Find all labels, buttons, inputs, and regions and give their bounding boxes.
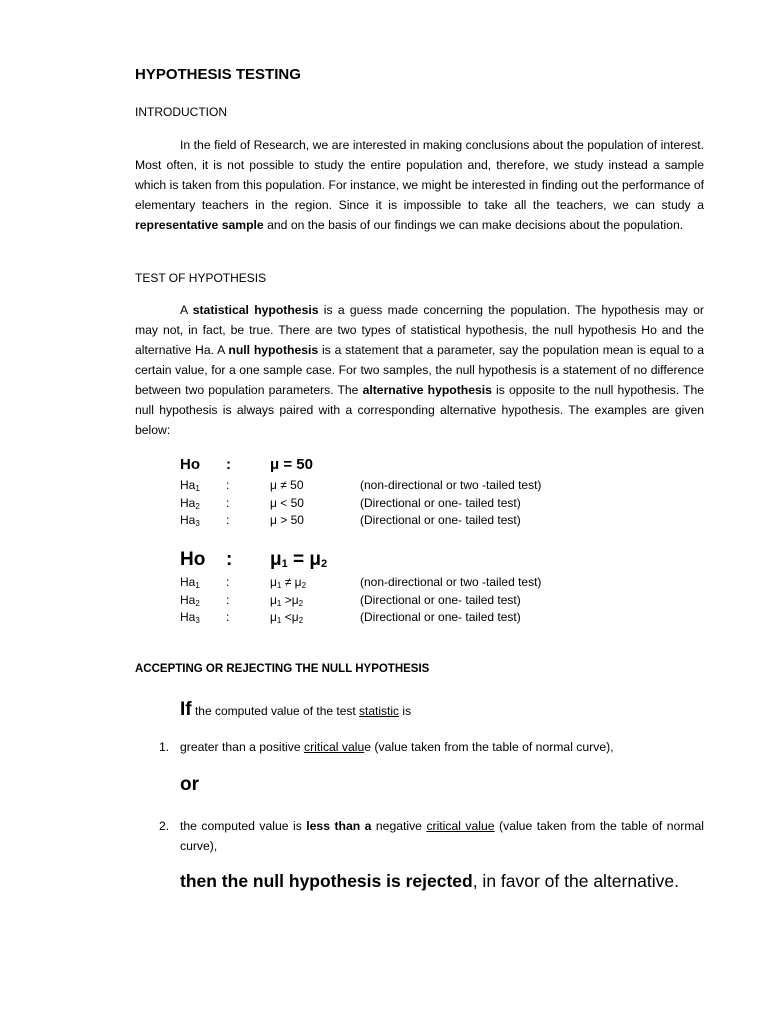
test-type-note: (Directional or one- tailed test) xyxy=(360,496,521,510)
alt-expression: μ ≠ 50 xyxy=(270,478,304,492)
if-statement xyxy=(180,699,411,721)
null-expression: μ = 50 xyxy=(270,456,313,473)
null-expression: $\mu_1 = \mu_2$ xyxy=(270,549,328,570)
or-word: or xyxy=(180,774,199,795)
ha-label: $Ha_2$ xyxy=(180,496,200,511)
ha-label: $Ha_1$ xyxy=(180,478,200,493)
introduction-paragraph xyxy=(135,135,704,235)
if-word: If xyxy=(180,699,192,720)
test-type-note: (Directional or one- tailed test) xyxy=(360,610,521,624)
ha-label: $Ha_3$ xyxy=(180,610,200,625)
statistic-underlined: statistic xyxy=(359,704,400,718)
intro-text-2: and on the basis of our findings we can make decisions about the population. xyxy=(263,218,684,232)
test-text-1: A xyxy=(180,303,193,317)
colon: : xyxy=(226,593,230,607)
colon: : xyxy=(226,478,230,492)
statistical-hypothesis-term: statistical hypothesis xyxy=(192,303,319,317)
colon: : xyxy=(226,610,230,624)
ha-label: $Ha_2$ xyxy=(180,593,200,608)
ho-label: Ho xyxy=(180,549,206,570)
conclusion-statement xyxy=(180,871,679,892)
document-title: HYPOTHESIS TESTING xyxy=(135,66,301,83)
ha-label: $Ha_1$ xyxy=(180,575,200,590)
conclusion-rest: , in favor of the alternative. xyxy=(472,871,679,891)
alt-expression: $\mu_1 <\mu_2$ xyxy=(270,610,304,625)
test-text-3: is a statement that a parameter, say the population mean is equal to a certain value, for a one sample case. For two samples, the null hypothesis is a statement of no difference between two population parameters. The xyxy=(135,343,704,397)
introduction-heading: INTRODUCTION xyxy=(135,105,227,119)
if-end: is xyxy=(399,704,412,718)
alt-expression: $\mu_1 >\mu_2$ xyxy=(270,593,304,608)
list-item-text: greater than a positive critical value (value taken from the table of normal curve), xyxy=(180,740,614,754)
ha-label: $Ha_3$ xyxy=(180,513,200,528)
accept-reject-heading: ACCEPTING OR REJECTING THE NULL HYPOTHESIS xyxy=(135,663,430,675)
test-type-note: (non-directional or two -tailed test) xyxy=(360,478,542,492)
list-number: 1. xyxy=(159,740,170,754)
colon: : xyxy=(226,456,231,473)
conclusion-bold: then the null hypothesis is rejected xyxy=(180,871,473,891)
colon: : xyxy=(226,513,230,527)
alt-expression: $\mu_1 \ne \mu_2$ xyxy=(270,575,307,590)
test-type-note: (Directional or one- tailed test) xyxy=(360,593,521,607)
alt-expression: μ < 50 xyxy=(270,496,304,510)
list-item-text: the computed value is less than a negative critical value (value taken from the table of normal curve), xyxy=(180,819,704,853)
alt-expression: μ > 50 xyxy=(270,513,304,527)
test-of-hypothesis-heading: TEST OF HYPOTHESIS xyxy=(135,271,267,285)
colon: : xyxy=(226,496,230,510)
alternative-hypothesis-term: alternative hypothesis xyxy=(362,383,492,397)
intro-bold-term: representative sample xyxy=(135,218,264,232)
colon: : xyxy=(226,549,233,570)
if-text: the computed value of the test xyxy=(191,704,360,718)
test-paragraph xyxy=(135,300,704,440)
test-text-2: is a guess made concerning the population. The hypothesis may or may not, in fact, be true. There are two types of statistical hypothesis, the null hypothesis Ho and the alternative Ha. A xyxy=(135,303,704,357)
null-hypothesis-term: null hypothesis xyxy=(228,343,319,357)
colon: : xyxy=(226,575,230,589)
test-text-4: is opposite to the null hypothesis. The null hypothesis is always paired with a corresponding alternative hypothesis. The examples are given below: xyxy=(135,383,704,437)
intro-text-1: In the field of Research, we are interested in making conclusions about the population of interest. Most often, it is not possible to study the entire population and, therefore, we study instead a sample which is taken from this population. For instance, we might be interested in finding out the performance of elementary teachers in the region. Since it is impossible to take all the teachers, we can study a xyxy=(135,138,704,212)
test-type-note: (non-directional or two -tailed test) xyxy=(360,575,542,589)
ho-label: Ho xyxy=(180,456,200,473)
test-type-note: (Directional or one- tailed test) xyxy=(360,513,521,527)
list-number: 2. xyxy=(159,819,170,833)
